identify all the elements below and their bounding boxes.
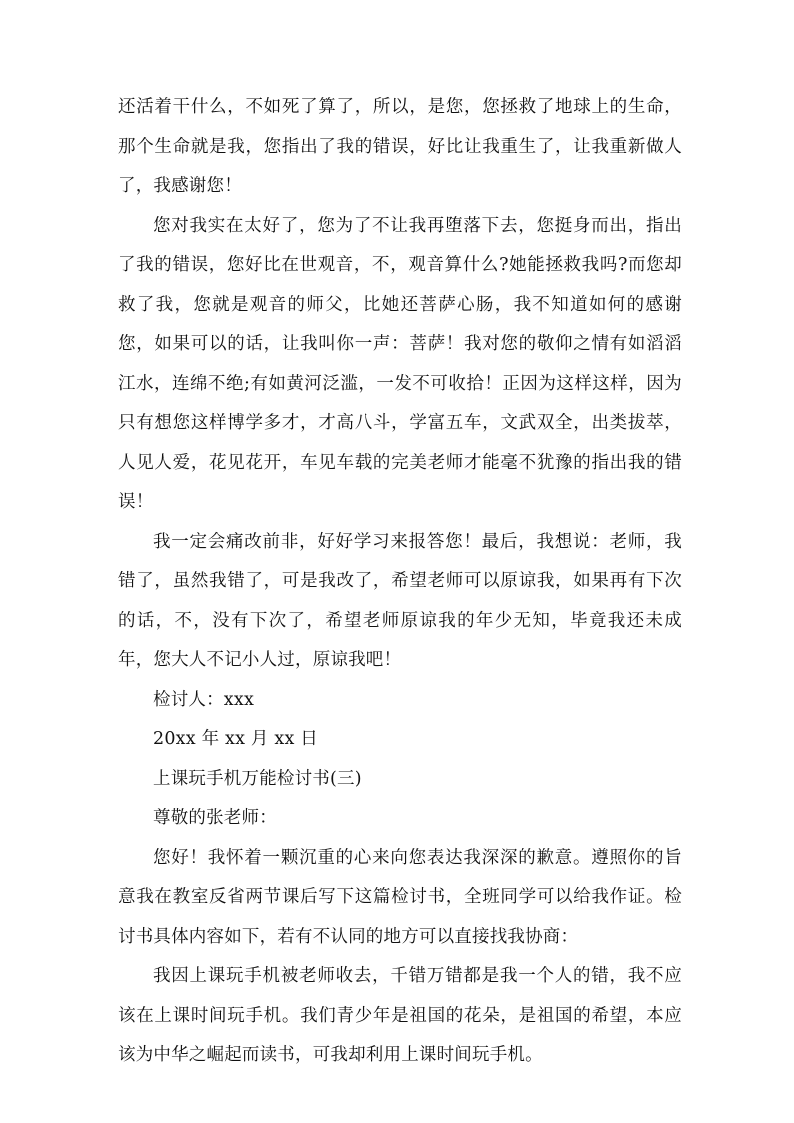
signature-line: 检讨人：xxx [153, 689, 255, 710]
paragraph-promise: 我一定会痛改前非，好好学习来报答您！最后，我想说：老师，我错了，虽然我错了，可是我改了，希望老师可以原谅我，如果再有下次的话，不，没有下次了，希望老师原谅我的年少无知，毕竟我还未成年，您大人不记小人过，原谅我吧！ [118, 531, 682, 670]
paragraph-continuation: 还活着干什么，不如死了算了，所以，是您，您拯救了地球上的生命，那个生命就是我，您指出了我的错误，好比让我重生了，让我重新做人了，我感谢您！ [118, 97, 682, 196]
paragraph-greeting: 您好！我怀着一颗沉重的心来向您表达我深深的歉意。遵照你的旨意我在教室反省两节课后写下这篇检讨书，全班同学可以给我作证。检讨书具体内容如下，若有不认同的地方可以直接找我协商： [118, 847, 682, 947]
paragraph-praise: 您对我实在太好了，您为了不让我再堕落下去，您挺身而出，指出了我的错误，您好比在世观音，不，观音算什么?她能拯救我吗?而您却救了我，您就是观音的师父，比她还菩萨心肠，我不知道如何的感谢您，如果可以的话，让我叫你一声：菩萨！我对您的敬仰之情有如滔滔江水，连绵不绝;有如黄河泛滥，一发不可收拾！正因为这样这样，因为只有想您这样博学多才，才高八斗，学富五车，文武双全，出类拔萃，人见人爱，花见花开，车见车载的完美老师才能毫不犹豫的指出我的错误！ [118, 215, 682, 512]
document-body [118, 88, 682, 1076]
paragraph-confession: 我因上课玩手机被老师收去，千错万错都是我一个人的错，我不应该在上课时间玩手机。我们青少年是祖国的花朵，是祖国的希望，本应该为中华之崛起而读书，可我却利用上课时间玩手机。 [118, 966, 682, 1065]
section-title: 上课玩手机万能检讨书(三) [153, 768, 362, 789]
date-line: 20xx 年 xx 月 xx 日 [153, 729, 318, 749]
salutation: 尊敬的张老师： [153, 808, 277, 828]
